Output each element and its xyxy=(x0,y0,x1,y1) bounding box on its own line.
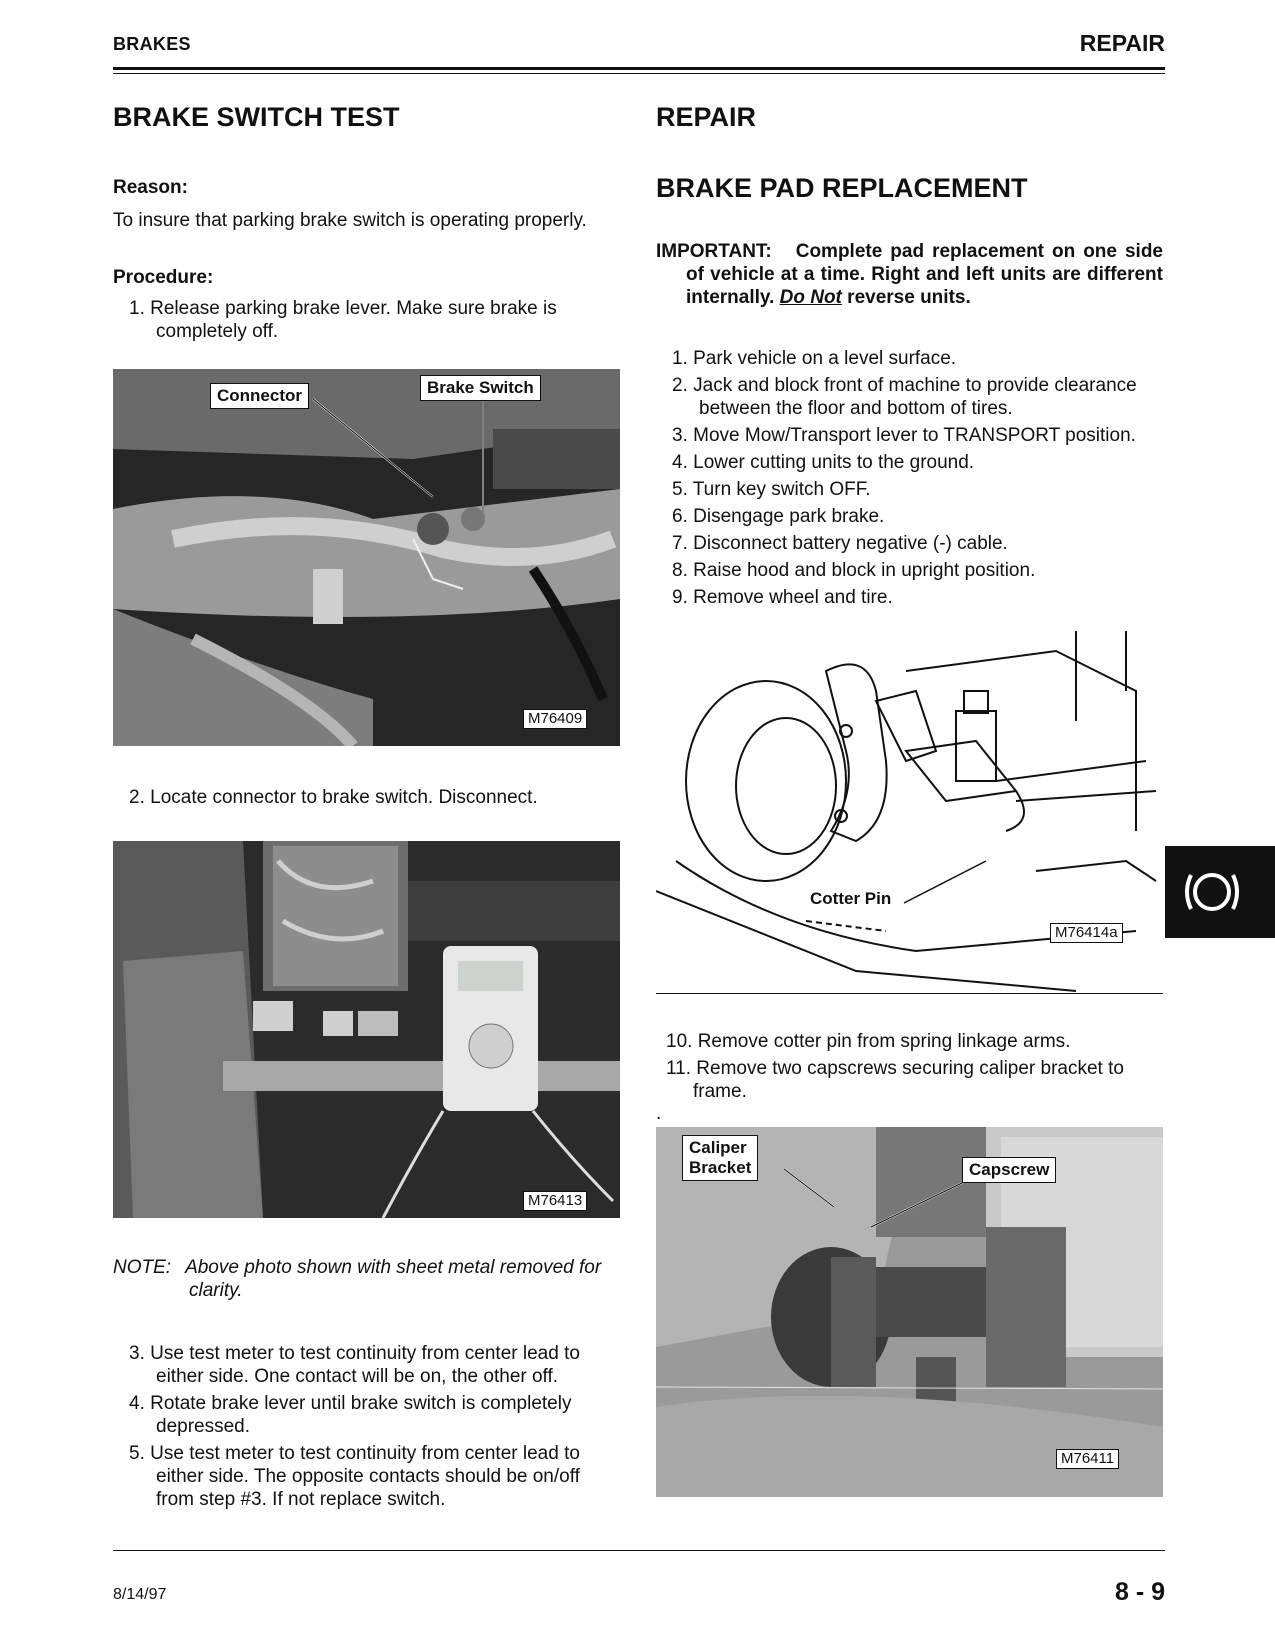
steps-list-1 xyxy=(113,297,620,343)
list-item: 10. Remove cotter pin from spring linkage arms. xyxy=(666,1031,1071,1052)
photo-image xyxy=(113,369,620,746)
callout-line-1: Caliper xyxy=(689,1138,747,1157)
caliper-bracket-callout xyxy=(682,1135,758,1181)
photo-image xyxy=(656,1127,1163,1497)
photo-image xyxy=(113,841,620,1218)
footer-rule xyxy=(113,1550,1165,1551)
caliper-drawing xyxy=(656,631,1163,994)
note xyxy=(113,1256,620,1302)
brake-switch-test-title: BRAKE SWITCH TEST xyxy=(113,102,400,132)
list-item: 3. Use test meter to test continuity from center lead to either side. One contact will be on, the other off. xyxy=(129,1343,580,1387)
list-item: 2. Locate connector to brake switch. Disconnect. xyxy=(129,787,538,808)
important-text: Complete pad replacement on one side of vehicle at a time. Right and left units are different internally. xyxy=(686,241,1163,308)
note-label: NOTE: xyxy=(113,1257,172,1278)
list-item: 4. Lower cutting units to the ground. xyxy=(672,452,975,473)
list-item: 6. Disengage park brake. xyxy=(672,506,885,527)
important-emphasis: Do Not xyxy=(779,287,842,308)
figure-id: M76411 xyxy=(1056,1449,1119,1469)
right-column xyxy=(656,100,1163,1497)
procedure-heading: Procedure: xyxy=(113,267,214,288)
stray-mark: . xyxy=(656,1103,662,1124)
list-item: 3. Move Mow/Transport lever to TRANSPORT position. xyxy=(672,425,1136,446)
steps-list-3 xyxy=(113,1342,620,1511)
list-item: 11. Remove two capscrews securing caliper bracket to frame. xyxy=(666,1058,1124,1102)
figure-id: M76409 xyxy=(523,709,587,729)
test-meter-photo xyxy=(113,841,620,1218)
list-item: 5. Use test meter to test continuity from center lead to either side. The opposite contacts should be on/off from step #3. If not replace switch. xyxy=(129,1443,580,1510)
caliper-bracket-photo xyxy=(656,1127,1163,1497)
connector-callout: Connector xyxy=(210,383,309,409)
important-notice xyxy=(656,240,1163,309)
callout-line-2: Bracket xyxy=(689,1158,752,1177)
list-item: 5. Turn key switch OFF. xyxy=(672,479,871,500)
reason-heading: Reason: xyxy=(113,177,188,198)
footer-date: 8/14/97 xyxy=(113,1586,167,1603)
figure-id: M76414a xyxy=(1050,923,1123,943)
left-column xyxy=(113,100,620,1515)
chapter-header: REPAIR xyxy=(1079,30,1165,56)
section-header: BRAKES xyxy=(113,34,191,54)
important-tail: reverse units. xyxy=(847,287,971,308)
brake-symbol-icon xyxy=(1183,863,1241,921)
figure-id: M76413 xyxy=(523,1191,587,1211)
list-item: 1. Park vehicle on a level surface. xyxy=(672,348,957,369)
steps-list-2 xyxy=(113,786,620,809)
capscrew-callout: Capscrew xyxy=(962,1157,1056,1183)
list-item: 2. Jack and block front of machine to provide clearance between the floor and bottom of tires. xyxy=(672,375,1137,419)
list-item: 9. Remove wheel and tire. xyxy=(672,587,893,608)
section-tab xyxy=(1165,846,1275,938)
list-item: 4. Rotate brake lever until brake switch is completely depressed. xyxy=(129,1393,572,1437)
steps-list-right-1 xyxy=(656,347,1163,609)
page-number: 8 - 9 xyxy=(1114,1578,1165,1606)
important-label: IMPORTANT: xyxy=(656,241,772,262)
steps-list-right-2 xyxy=(656,1030,1163,1103)
repair-title: REPAIR xyxy=(656,102,757,132)
brake-switch-callout: Brake Switch xyxy=(420,375,541,401)
reason-text: To insure that parking brake switch is operating properly. xyxy=(113,210,587,231)
header-rule xyxy=(113,67,1165,70)
list-item: 8. Raise hood and block in upright position. xyxy=(672,560,1036,581)
cotter-pin-callout: Cotter Pin xyxy=(806,887,895,911)
header-rule-thin xyxy=(113,73,1165,74)
brake-switch-photo xyxy=(113,369,620,746)
list-item: 7. Disconnect battery negative (-) cable. xyxy=(672,533,1008,554)
brake-pad-replacement-title: BRAKE PAD REPLACEMENT xyxy=(656,173,1028,203)
note-text: Above photo shown with sheet metal removed for clarity. xyxy=(185,1257,602,1301)
list-item: 1. Release parking brake lever. Make sure brake is completely off. xyxy=(129,298,557,342)
